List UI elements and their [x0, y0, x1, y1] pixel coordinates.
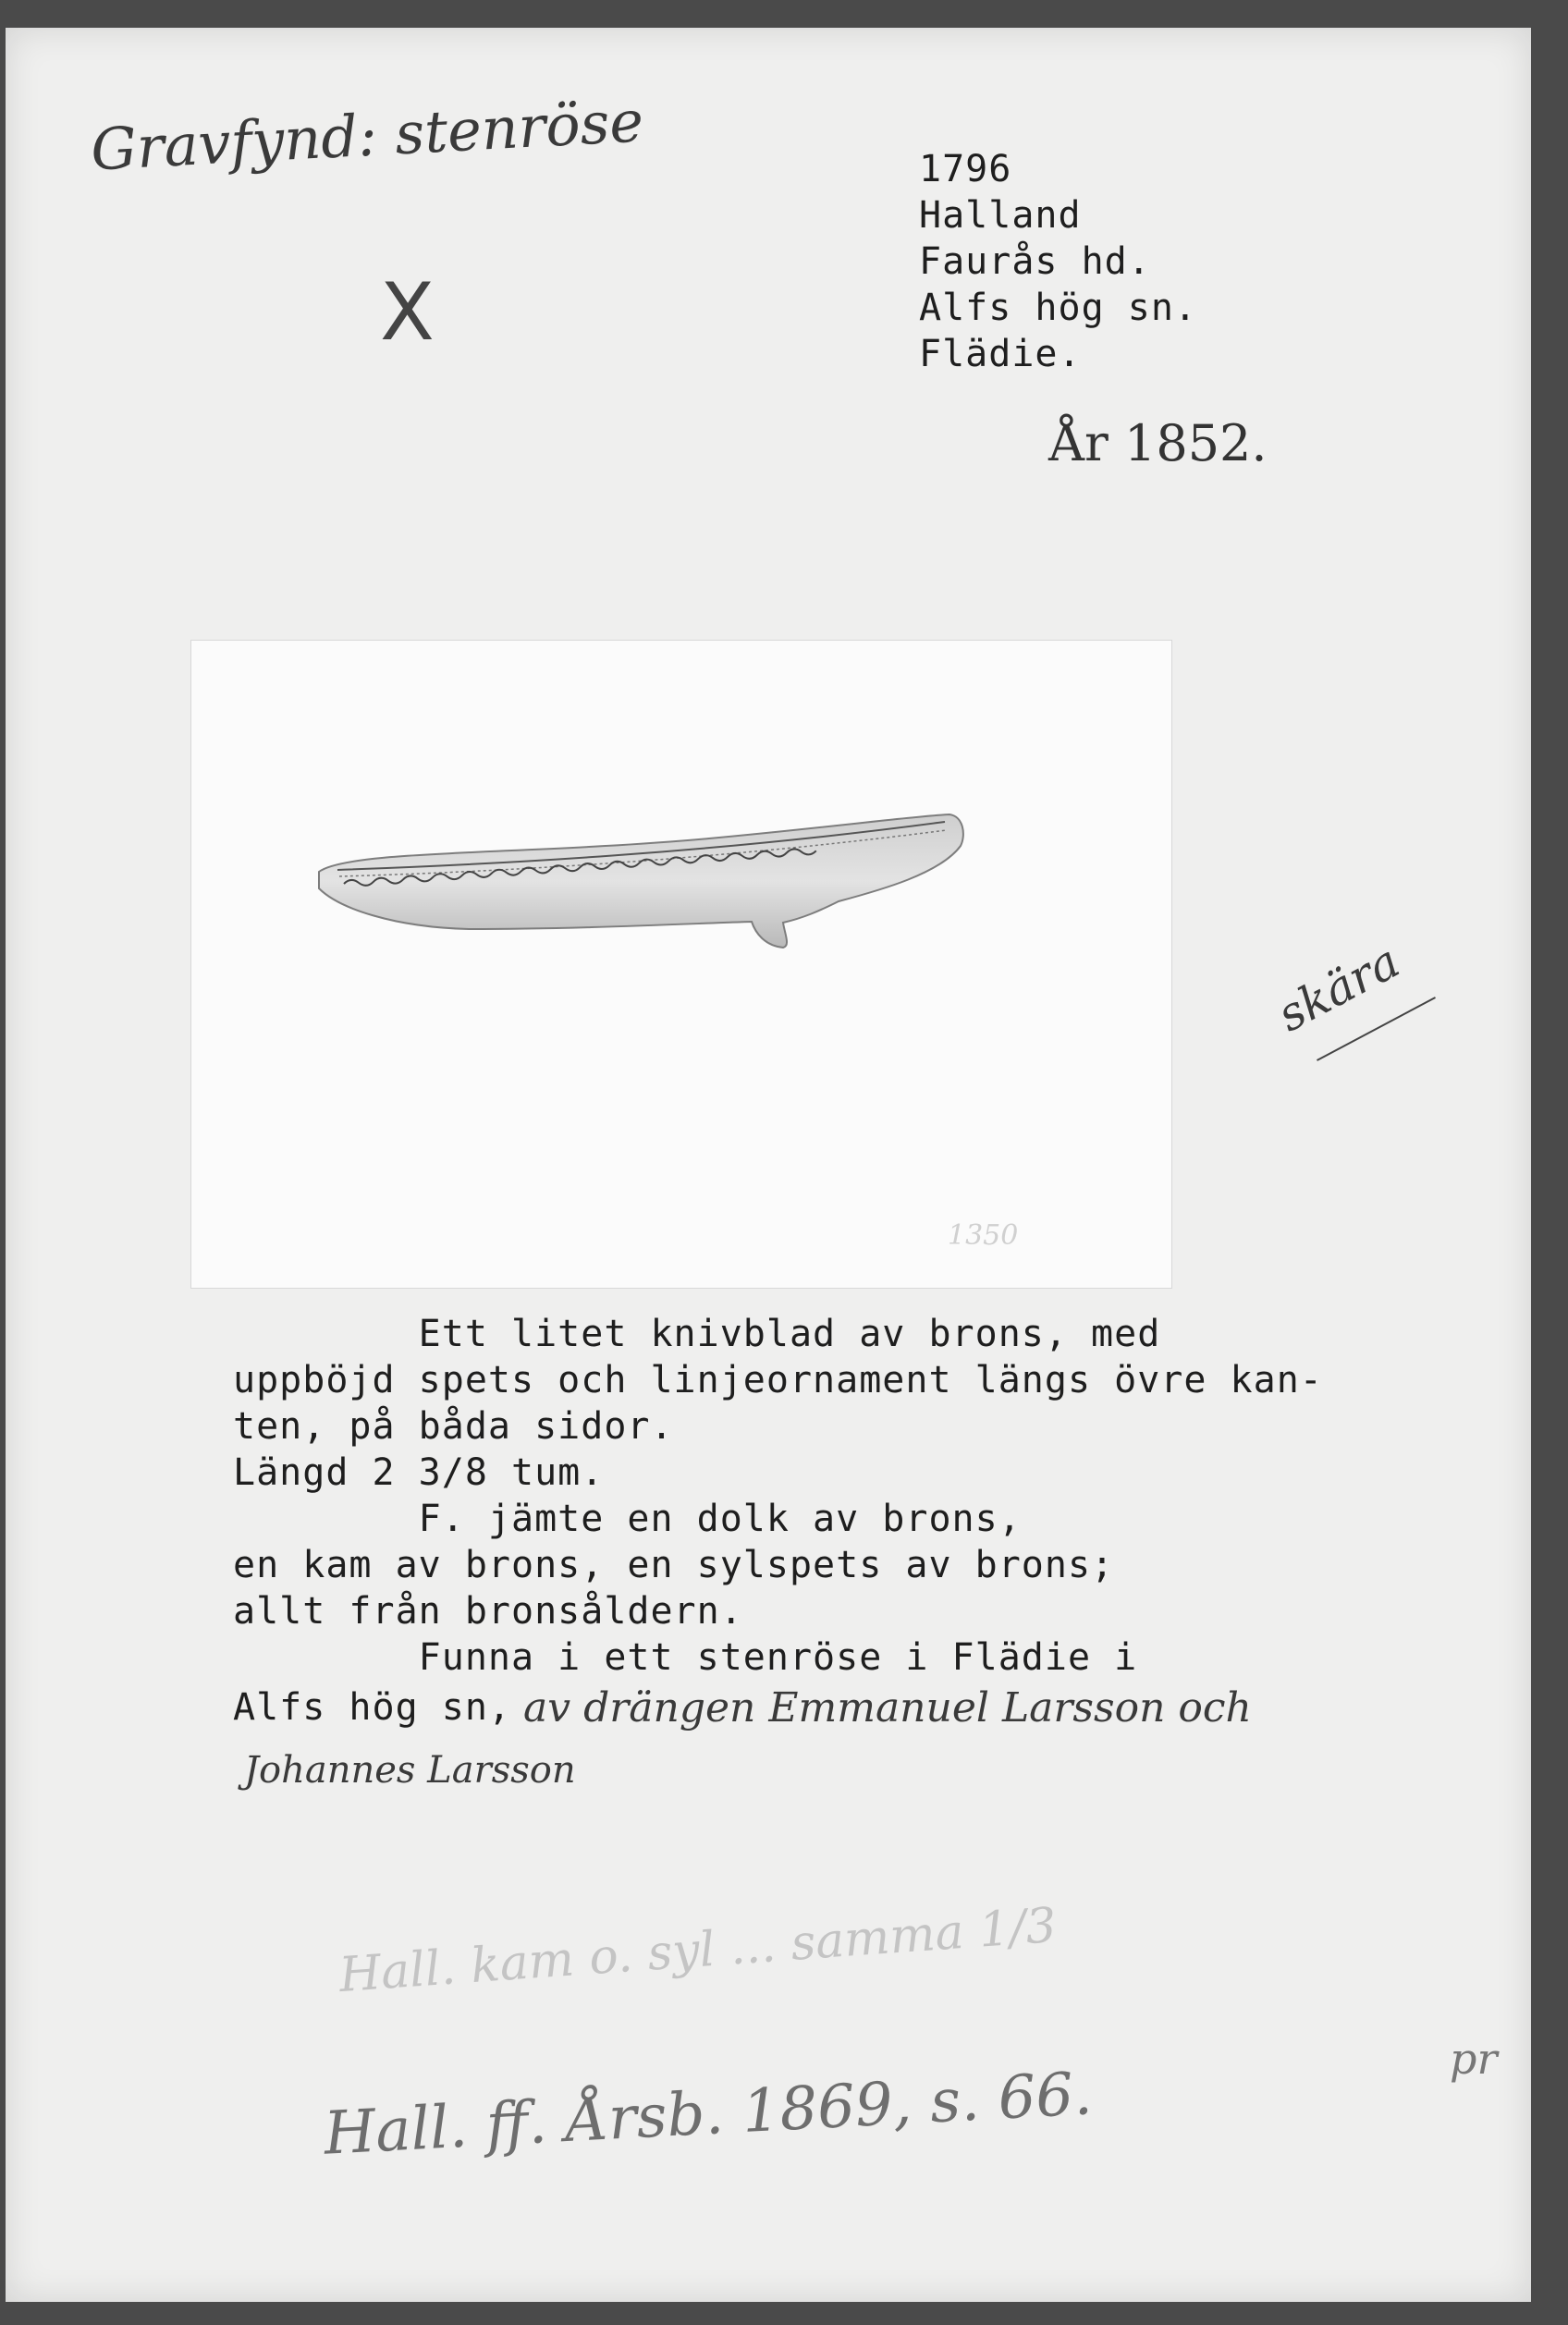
- description-line-6: en kam av brons, en sylspets av brons;: [233, 1544, 1115, 1586]
- catalog-province: Halland: [919, 194, 1082, 237]
- side-note: skära: [1268, 934, 1408, 1043]
- catalog-number: 1796: [919, 148, 1012, 190]
- handwritten-continuation-2: Johannes Larsson: [244, 1749, 576, 1792]
- reference-note: Hall. ff. Årsb. 1869, s. 66.: [322, 2060, 1095, 2169]
- description-line-1: Ett litet knivblad av brons, med: [233, 1313, 1161, 1355]
- year-note: År 1852.: [1048, 414, 1268, 472]
- description-line-4: Längd 2 3/8 tum.: [233, 1451, 605, 1494]
- faint-note-1: Hall. kam o. syl ... samma 1/3: [337, 1897, 1059, 2004]
- object-photograph: [190, 640, 1172, 1289]
- cross-mark: X: [380, 266, 435, 359]
- catalog-site: Flädie.: [919, 333, 1082, 375]
- handwritten-continuation-1: av drängen Emmanuel Larsson och: [523, 1684, 1252, 1732]
- category-note: Gravfynd: stenröse: [89, 87, 645, 184]
- faint-note-2: pr: [1450, 2034, 1498, 2084]
- catalog-parish: Alfs hög sn.: [919, 287, 1197, 329]
- description-line-7: allt från bronsåldern.: [233, 1590, 743, 1633]
- description-line-5: F. jämte en dolk av brons,: [233, 1498, 1022, 1540]
- description-line-8: Funna i ett stenröse i Flädie i: [233, 1636, 1138, 1679]
- description-line-2: uppböjd spets och linjeornament längs övre kan-: [233, 1359, 1323, 1401]
- photo-faint-number: 1350: [948, 1219, 1019, 1252]
- description-line-3: ten, på båda sidor.: [233, 1405, 674, 1448]
- catalog-hundred: Faurås hd.: [919, 240, 1151, 283]
- catalog-card: [6, 28, 1531, 2302]
- description-line-9: Alfs hög sn,: [233, 1686, 511, 1729]
- bronze-knife-blade-icon: [191, 641, 1171, 1288]
